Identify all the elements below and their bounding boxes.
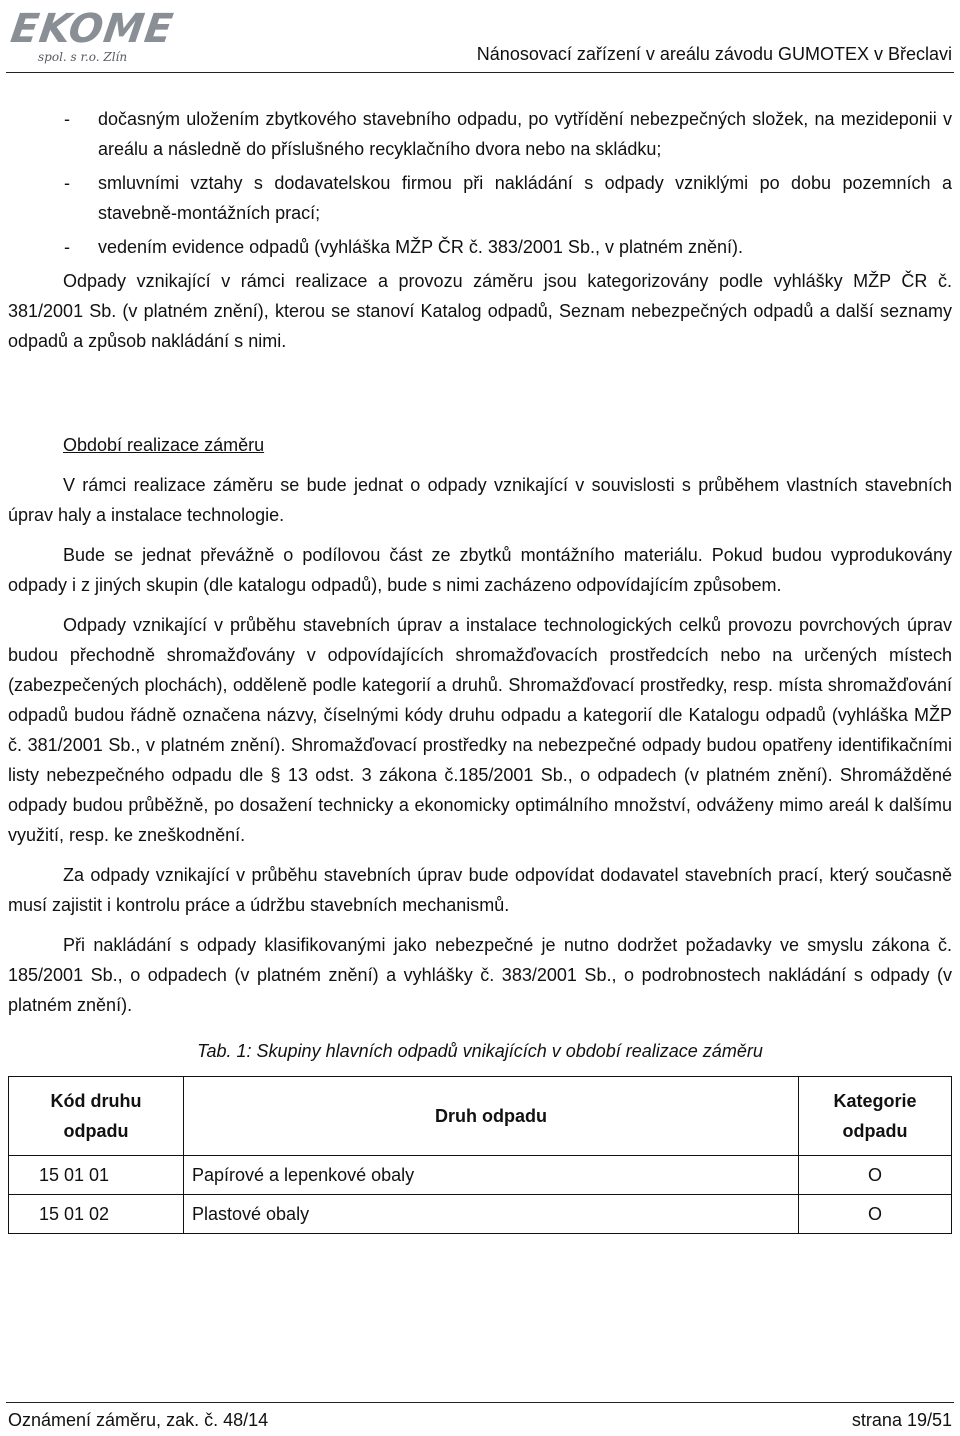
- page-content: [8, 104, 952, 1234]
- footer-page-number: strana 19/51: [851, 1410, 952, 1430]
- paragraph: Při nakládání s odpady klasifikovanými jako nebezpečné je nutno dodržet požadavky ve smyslu zákona č. 185/2001 Sb., o odpadech (v platném znění) a vyhlášky č. 383/2001 Sb., o podrobnostech nakládání s odpady (v platném znění).: [8, 935, 952, 1015]
- logo-text: EKOME: [8, 6, 177, 52]
- bullet-dash: -: [64, 237, 70, 257]
- document-title: Nánosovací zařízení v areálu závodu GUMOTEX v Břeclavi: [476, 44, 952, 64]
- waste-type-cell: Plastové obaly: [184, 1195, 799, 1234]
- waste-category-cell: O: [799, 1195, 952, 1234]
- bullet-dash: -: [64, 173, 70, 193]
- bullet-item: [8, 232, 952, 262]
- bullet-text: smluvními vztahy s dodavatelskou firmou při nakládání s odpady vzniklými po dobu pozemních a stavebně-montážních prací;: [98, 173, 952, 223]
- page-header: [0, 0, 960, 80]
- paragraph: Za odpady vznikající v průběhu stavebních úprav bude odpovídat dodavatel stavebních prací, který současně musí zajistit i kontrolu práce a údržbu stavebních mechanismů.: [8, 865, 952, 915]
- paragraph: Odpady vznikající v průběhu stavebních úprav a instalace technologických celků provozu povrchových úprav budou přechodně shromažďovány v odpovídajících shromažďovacích prostředcích nebo na určených místech (zabezpečených plochách), odděleně podle kategorií a druhů. Shromažďovací prostředky, resp. místa shromažďování odpadů budou řádně označena názvy, číselnými kódy druhu odpadu a kategorií dle Katalogu odpadů (vyhláška MŽP č. 381/2001 Sb., v platném znění). Shromažďovací prostředky na nebezpečné odpady budou opatřeny identifikačními listy nebezpečného odpadu dle § 13 odst. 3 zákona č.185/2001 Sb., o odpadech (v platném znění). Shromážděné odpady budou průběžně, po dosažení technicky a ekonomicky optimálního množství, odváženy mimo areál k dalšímu využití, resp. ke zneškodnění.: [8, 615, 952, 845]
- table-caption: Tab. 1: Skupiny hlavních odpadů vnikajících v období realizace záměru: [197, 1041, 763, 1061]
- header-waste-type: Druh odpadu: [184, 1077, 799, 1156]
- ekome-logo: [8, 6, 180, 68]
- section-heading: Období realizace záměru: [63, 435, 265, 455]
- waste-type-cell: Papírové a lepenkové obaly: [184, 1156, 799, 1195]
- bullet-text: dočasným uložením zbytkového stavebního odpadu, po vytřídění nebezpečných složek, na mezideponii v areálu a následně do příslušného recyklačního dvora nebo na skládku;: [98, 109, 952, 159]
- table-row: [9, 1195, 952, 1234]
- table-row: [9, 1156, 952, 1195]
- bullet-text: vedením evidence odpadů (vyhláška MŽP ČR č. 383/2001 Sb., v platném znění).: [98, 237, 744, 257]
- footer-document-ref: Oznámení záměru, zak. č. 48/14: [8, 1410, 269, 1430]
- bullet-item: [8, 168, 952, 228]
- header-waste-category: Kategorie odpadu: [799, 1077, 952, 1156]
- footer-divider: [6, 1402, 954, 1403]
- waste-table: [8, 1076, 952, 1234]
- header-waste-code: Kód druhu odpadu: [9, 1077, 184, 1156]
- intro-paragraph: Odpady vznikající v rámci realizace a provozu záměru jsou kategorizovány podle vyhlášky MŽP ČR č. 381/2001 Sb. (v platném znění), kterou se stanoví Katalog odpadů, Seznam nebezpečných odpadů a další seznamy odpadů a způsob nakládání s nimi.: [8, 271, 952, 351]
- waste-category-cell: O: [799, 1156, 952, 1195]
- bullet-dash: -: [64, 109, 70, 129]
- waste-code-cell: 15 01 02: [9, 1195, 184, 1234]
- paragraph: Bude se jednat převážně o podílovou část ze zbytků montážního materiálu. Pokud budou vyprodukovány odpady i z jiných skupin (dle katalogu odpadů), bude s nimi zacházeno odpovídajícím způsobem.: [8, 545, 952, 595]
- header-divider: [6, 72, 954, 73]
- table-header-row: [9, 1077, 952, 1156]
- paragraph: V rámci realizace záměru se bude jednat o odpady vznikající v souvislosti s průběhem vlastních stavebních úprav haly a instalace technologie.: [8, 475, 952, 525]
- logo-subtitle: spol. s r.o. Zlín: [38, 50, 128, 64]
- bullet-item: [8, 104, 952, 164]
- waste-code-cell: 15 01 01: [9, 1156, 184, 1195]
